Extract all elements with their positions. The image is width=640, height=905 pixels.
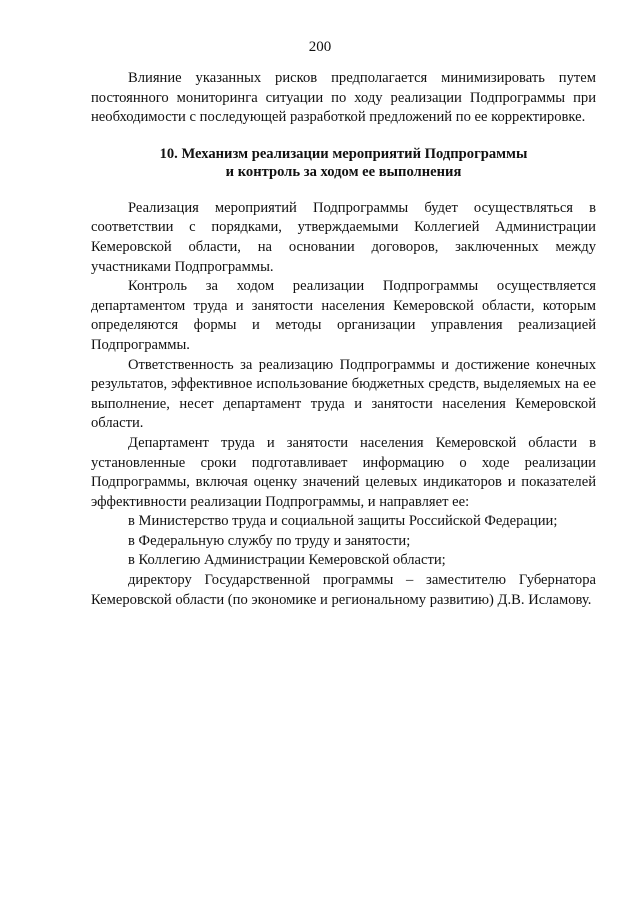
page-number: 200: [308, 39, 332, 55]
section-heading-line-1: 10. Механизм реализации мероприятий Подпрограммы: [159, 145, 528, 162]
recipient-item: в Министерство труда и социальной защиты Российской Федерации;: [128, 513, 558, 530]
closing-paragraph: директору Государственной программы – заместителю Губернатора Кемеровской области (по экономике и региональному развитию) Д.В. Исламову.: [91, 572, 596, 608]
section-heading-line-2: и контроль за ходом ее выполнения: [225, 164, 462, 181]
recipient-item: в Федеральную службу по труду и занятости;: [128, 532, 411, 549]
paragraph-implementation: Реализация мероприятий Подпрограммы будет осуществляться в соответствии с порядками, утверждаемыми Коллегией Администрации Кемеровской области, на основании договоров, заключенных между участниками Подпрограммы.: [91, 199, 596, 275]
recipient-item: в Коллегию Администрации Кемеровской области;: [128, 552, 446, 569]
section-heading: [91, 145, 596, 182]
document-body: [91, 69, 596, 610]
paragraph-responsibility: Ответственность за реализацию Подпрограммы и достижение конечных результатов, эффективное использование бюджетных средств, выделяемых на ее выполнение, несет департамент труда и занятости населения Кемеровской области.: [91, 356, 596, 432]
paragraph-reporting: Департамент труда и занятости населения Кемеровской области в установленные сроки подготавливает информацию о ходе реализации Подпрограммы, включая оценку значений целевых индикаторов и показателей эффективности реализации Подпрограммы, и направляет ее:: [91, 434, 596, 510]
paragraph-control: Контроль за ходом реализации Подпрограммы осуществляется департаментом труда и занятости населения Кемеровской области, которым определяются формы и методы организации управления реализацией Подпрограммы.: [91, 278, 596, 353]
intro-paragraph: Влияние указанных рисков предполагается минимизировать путем постоянного мониторинга ситуации по ходу реализации Подпрограммы при необходимости с последующей разработкой предложений по ее корректировке.: [91, 70, 596, 126]
